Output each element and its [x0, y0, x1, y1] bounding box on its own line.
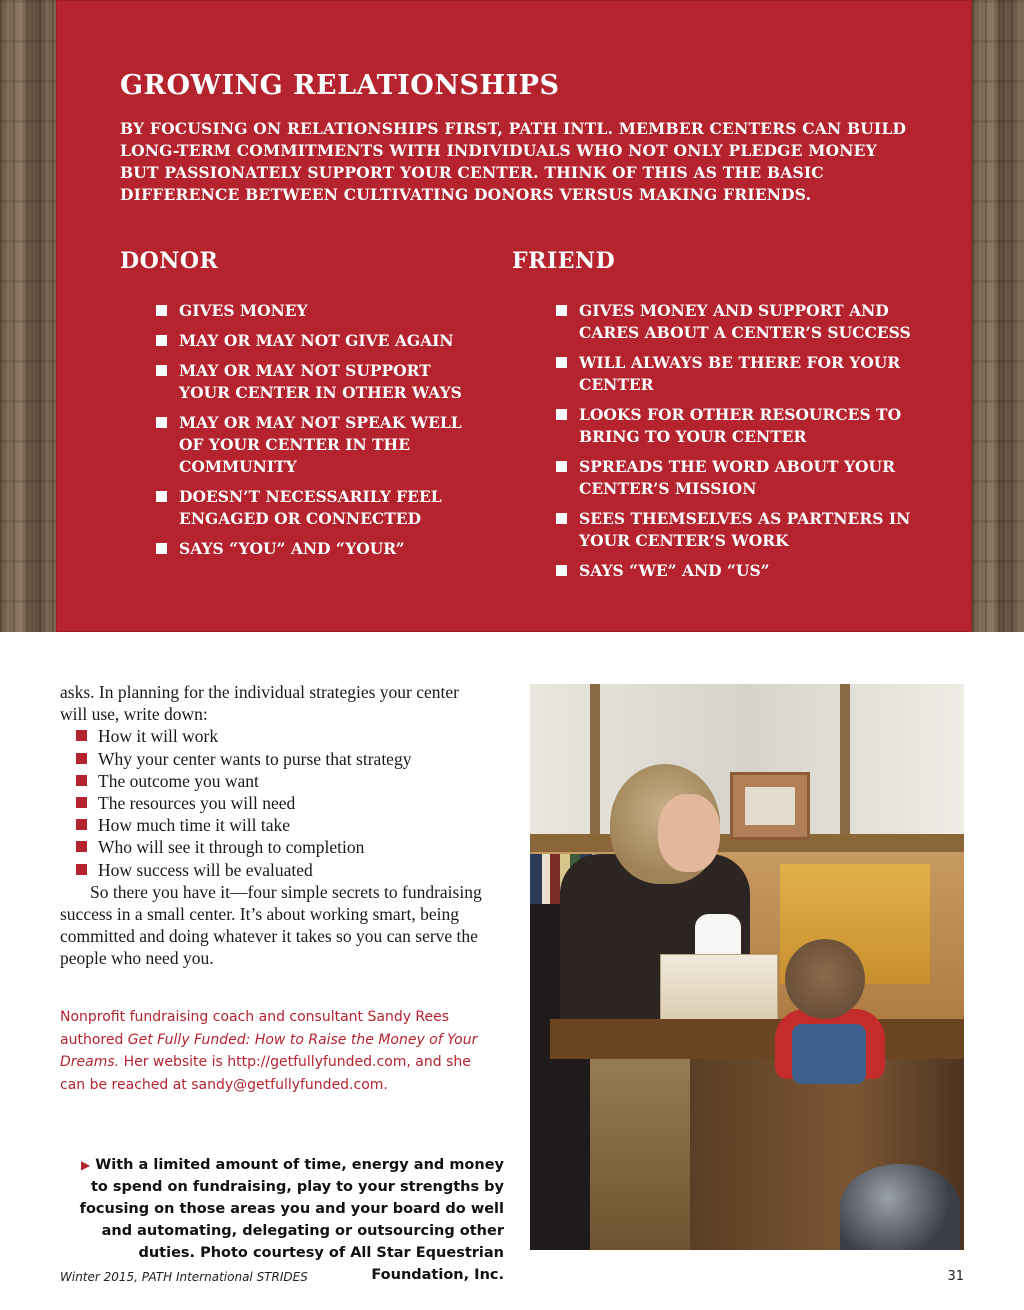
friend-item: GIVES MONEY AND SUPPORT AND CARES ABOUT A CENTER’S SUCCESS — [556, 300, 916, 344]
article-body — [60, 681, 490, 970]
bullet-square-icon — [556, 409, 567, 420]
toy-horse — [785, 939, 865, 1019]
donor-list — [156, 300, 486, 568]
checklist-item: The outcome you want — [76, 770, 490, 792]
window-frame — [840, 684, 850, 844]
checklist-item: How it will work — [76, 725, 490, 747]
tissue — [695, 914, 741, 958]
bullet-square-icon — [156, 417, 167, 428]
bullet-square-icon — [556, 305, 567, 316]
bullet-square-icon — [156, 543, 167, 554]
bullet-square-icon — [156, 335, 167, 346]
photo-caption: ▶ With a limited amount of time, energy and money to spend on fundraising, play to your strengths by focusing on those areas you and your board do well and automating, delegating or outsourcing other duties. Photo courtesy of All Star Equestrian Foundation, Inc. — [79, 1157, 504, 1283]
friend-item: SEES THEMSELVES AS PARTNERS IN YOUR CENTER’S WORK — [556, 508, 916, 552]
checklist-item: How much time it will take — [76, 814, 490, 836]
friend-list — [556, 300, 916, 590]
donor-heading: DONOR — [120, 248, 219, 274]
bullet-square-icon — [76, 797, 87, 808]
bullet-square-icon — [76, 753, 87, 764]
tissue-box — [660, 954, 778, 1026]
toy-horse-overalls — [792, 1024, 866, 1084]
panel-title: GROWING RELATIONSHIPS — [120, 70, 560, 101]
checklist-item: Why your center wants to purse that strategy — [76, 748, 490, 770]
donor-item: DOESN’T NECESSARILY FEEL ENGAGED OR CONNECTED — [156, 486, 486, 530]
picture-frame — [730, 772, 810, 840]
friend-item: LOOKS FOR OTHER RESOURCES TO BRING TO YOUR CENTER — [556, 404, 916, 448]
page-number: 31 — [947, 1269, 964, 1284]
bullet-square-icon — [556, 565, 567, 576]
bullet-square-icon — [156, 305, 167, 316]
author-bio: Nonprofit fundraising coach and consultant Sandy Rees authored Get Fully Funded: How to Raise the Money of Your Dreams. Her website is http://getfullyfunded.com, and she can be reached at sandy@getfullyfunded.com. — [60, 1009, 478, 1093]
donor-item: GIVES MONEY — [156, 300, 486, 322]
caption-arrow-icon: ▶ — [80, 1158, 91, 1172]
bullet-square-icon — [156, 365, 167, 376]
donor-item: MAY OR MAY NOT GIVE AGAIN — [156, 330, 486, 352]
checklist-item: How success will be evaluated — [76, 859, 490, 881]
donor-item: MAY OR MAY NOT SUPPORT YOUR CENTER IN OTHER WAYS — [156, 360, 486, 404]
bullet-square-icon — [556, 357, 567, 368]
checklist-item: Who will see it through to completion — [76, 836, 490, 858]
publication-footer: Winter 2015, PATH International STRIDES — [60, 1270, 308, 1284]
donor-item: MAY OR MAY NOT SPEAK WELL OF YOUR CENTER IN THE COMMUNITY — [156, 412, 486, 478]
bullet-square-icon — [556, 461, 567, 472]
bullet-square-icon — [76, 730, 87, 741]
person-face — [658, 794, 720, 872]
wood-border-right — [972, 0, 1024, 632]
bullet-square-icon — [76, 819, 87, 830]
desk — [550, 1019, 964, 1059]
friend-heading: FRIEND — [512, 248, 616, 274]
friend-item: WILL ALWAYS BE THERE FOR YOUR CENTER — [556, 352, 916, 396]
friend-item: SPREADS THE WORD ABOUT YOUR CENTER’S MISSION — [556, 456, 916, 500]
riding-helmet — [840, 1164, 960, 1250]
friend-item: SAYS “WE” AND “US” — [556, 560, 916, 582]
closing-paragraph: So there you have it—four simple secrets to fundraising success in a small center. It’s about working smart, being committed and doing whatever it takes so you can serve the people who need you. — [60, 881, 482, 969]
bullet-square-icon — [156, 491, 167, 502]
bullet-square-icon — [76, 864, 87, 875]
bullet-square-icon — [76, 775, 87, 786]
wood-border-left — [0, 0, 56, 632]
growing-relationships-panel — [56, 0, 972, 632]
checklist-item: The resources you will need — [76, 792, 490, 814]
bullet-square-icon — [556, 513, 567, 524]
book-title: Get Fully Funded: How to Raise the Money of Your Dreams. — [60, 1031, 478, 1070]
window-frame — [590, 684, 600, 844]
panel-intro: BY FOCUSING ON RELATIONSHIPS FIRST, PATH INTL. MEMBER CENTERS CAN BUILD LONG-TERM COMMITMENTS WITH INDIVIDUALS WHO NOT ONLY PLEDGE MONEY BUT PASSIONATELY SUPPORT YOUR CENTER. THINK OF THIS AS THE BASIC DIFFERENCE BETWEEN CULTIVATING DONORS VERSUS MAKING FRIENDS. — [120, 119, 907, 204]
office-photo — [530, 684, 964, 1250]
lead-paragraph: asks. In planning for the individual strategies your center will use, write down: — [60, 682, 459, 725]
bullet-square-icon — [76, 841, 87, 852]
strategy-checklist — [60, 725, 490, 880]
donor-item: SAYS “YOU” AND “YOUR” — [156, 538, 486, 560]
